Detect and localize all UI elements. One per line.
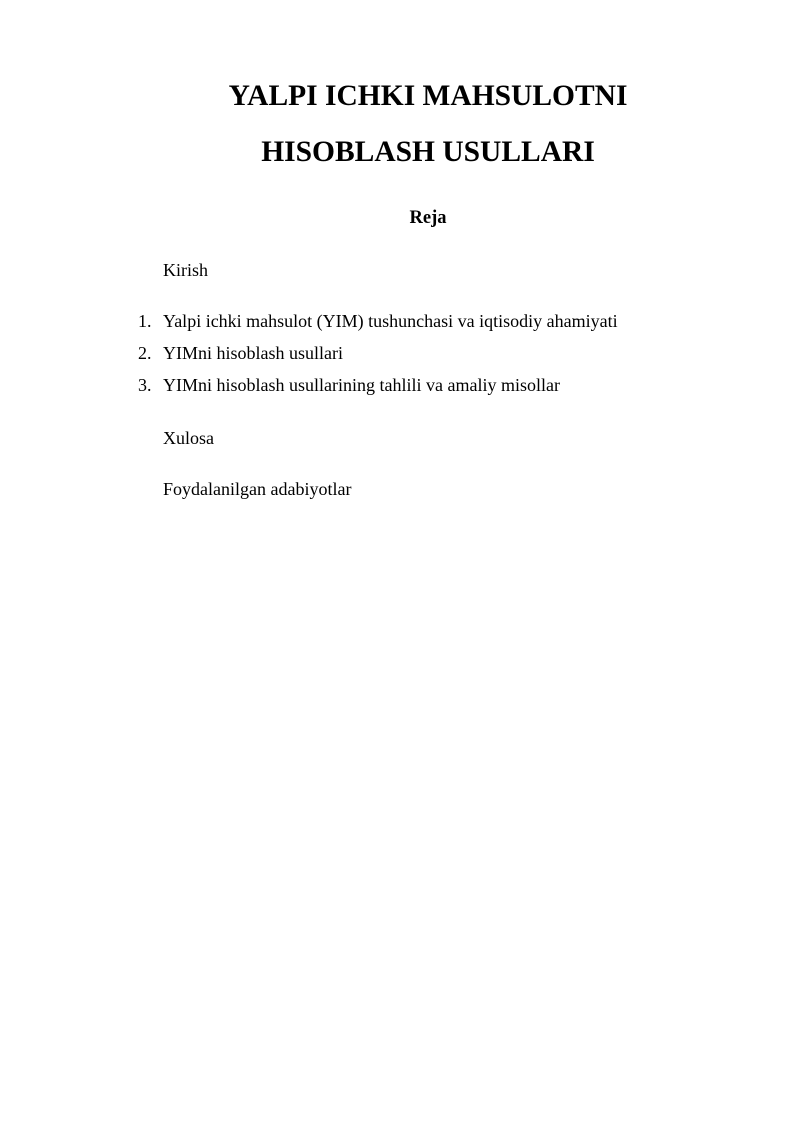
references-item: Foydalanilgan adabiyotlar bbox=[163, 479, 352, 499]
plan-heading: Reja bbox=[409, 208, 447, 228]
document-title-line-1: YALPI ICHKI MAHSULOTNI bbox=[228, 80, 628, 112]
list-item-number: 1. bbox=[138, 311, 152, 331]
document-title-line-2: HISOBLASH USULLARI bbox=[261, 136, 595, 168]
intro-item: Kirish bbox=[163, 260, 208, 280]
list-item-text: Yalpi ichki mahsulot (YIM) tushunchasi va iqtisodiy ahamiyati bbox=[163, 311, 618, 331]
conclusion-item: Xulosa bbox=[163, 428, 214, 448]
list-item-number: 2. bbox=[138, 343, 152, 363]
list-item-text: YIMni hisoblash usullari bbox=[163, 343, 343, 363]
list-item-number: 3. bbox=[138, 375, 152, 395]
list-item-text: YIMni hisoblash usullarining tahlili va amaliy misollar bbox=[163, 375, 560, 395]
